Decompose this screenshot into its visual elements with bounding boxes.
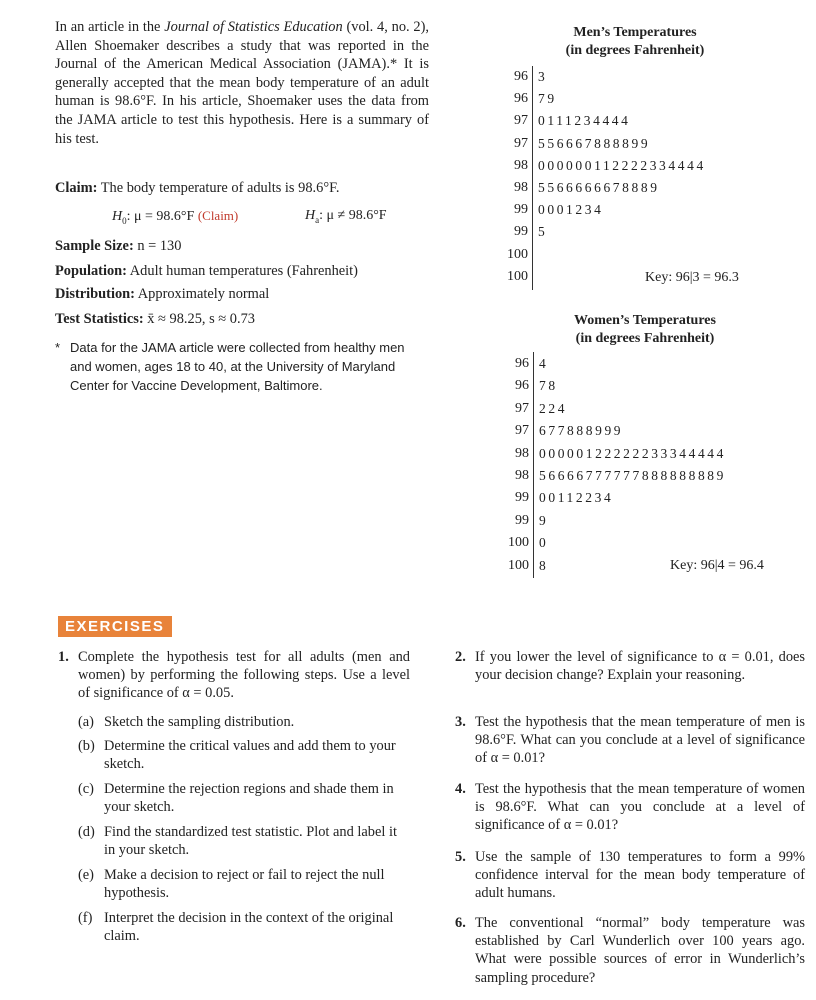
women-title-line2: (in degrees Fahrenheit)	[575, 331, 715, 346]
exercise-1e-text: Make a decision to reject or fail to reject the null hypothesis.	[104, 867, 385, 902]
exercise-1b-label: (b)	[78, 738, 95, 754]
exercise-1c	[78, 780, 410, 816]
exercise-1d	[78, 823, 410, 859]
women-plot-stem: 100	[508, 535, 529, 551]
men-plot-stem: 99	[514, 202, 528, 218]
men-plot-leaves: 5	[538, 224, 548, 240]
men-plot-leaves: 3	[538, 69, 548, 84]
men-plot-stem: 98	[514, 180, 528, 195]
test-stats-text: x̄ ≈ 98.25, s ≈ 0.73	[147, 311, 255, 327]
exercise-3-number: 3.	[455, 714, 466, 730]
exercise-1f	[78, 909, 410, 945]
claim-text: The body temperature of adults is 98.6°F.	[100, 180, 340, 196]
women-plot-stem: 98	[515, 468, 529, 483]
exercises-heading: EXERCISES	[58, 616, 172, 637]
women-plot-leaves: 56666777777888888889	[539, 468, 726, 483]
women-key: Key: 96|4 = 96.4	[670, 558, 764, 573]
women-plot-leaves: 9	[539, 512, 549, 528]
men-key: Key: 96|3 = 96.3	[645, 270, 739, 285]
exercise-1c-label: (c)	[78, 781, 94, 797]
exercise-1b	[78, 737, 410, 773]
women-plot-stem: 96	[515, 356, 529, 371]
exercise-1a-label: (a)	[78, 714, 94, 730]
exercise-1a	[78, 713, 408, 731]
women-plot-leaves: 677888999	[539, 423, 624, 439]
women-plot-stem: 97	[515, 400, 529, 416]
exercise-2	[455, 648, 805, 684]
null-hypothesis	[112, 208, 238, 226]
h0-symbol: H	[112, 209, 123, 224]
exercise-1	[58, 648, 410, 703]
exercise-5-text: Use the sample of 130 temperatures to form a 99% confidence interval for the mean body temperature of adult humans.	[475, 849, 805, 902]
sample-size-text: n = 130	[137, 238, 182, 254]
exercise-3	[455, 713, 805, 768]
exercise-1c-text: Determine the rejection regions and shade them in your sketch.	[104, 781, 394, 816]
intro-pre: In an article in the	[55, 19, 165, 35]
women-plot-leaves: 4	[539, 356, 549, 371]
population-text: Adult human temperatures (Fahrenheit)	[129, 263, 358, 279]
exercise-1e-label: (e)	[78, 867, 94, 883]
claim-label: Claim:	[55, 180, 98, 196]
exercise-3-text: Test the hypothesis that the mean temperature of men is 98.6°F. What can you conclude at a level of significance of α = 0.01?	[475, 714, 805, 767]
test-stats-line	[55, 311, 255, 328]
men-plot-stem: 97	[514, 135, 528, 151]
men-plot-stem: 96	[514, 69, 528, 84]
women-plot-leaves: 224	[539, 400, 568, 416]
sample-size-line	[55, 238, 181, 255]
h0-subscript: 0	[122, 215, 127, 226]
men-plot-leaves: 79	[538, 91, 557, 107]
women-plot-leaves: 8	[539, 557, 549, 573]
men-plot-title	[530, 24, 740, 60]
women-plot-stem: 99	[515, 490, 529, 506]
exercise-6-text: The conventional “normal” body temperature was established by Carl Wunderlich over 100 years ago. What were possible sources of error in Wunderlich’s sampling procedure?	[475, 915, 805, 986]
men-plot-leaves: 5566666678889	[538, 180, 660, 195]
women-plot-stem: 97	[515, 423, 529, 439]
men-title-line1: Men’s Temperatures	[573, 25, 697, 40]
distribution-line	[55, 286, 269, 303]
women-plot-stem: 96	[515, 378, 529, 394]
men-plot-stem: 97	[514, 113, 528, 129]
exercise-1f-label: (f)	[78, 910, 93, 926]
men-plot-stem: 98	[514, 157, 528, 173]
men-plot-leaves: 556667888899	[538, 135, 651, 151]
distribution-text: Approximately normal	[137, 286, 270, 302]
men-plot-leaves: 0111234444	[538, 113, 631, 129]
women-title-line1: Women’s Temperatures	[574, 313, 716, 328]
women-plot-stem: 98	[515, 445, 529, 461]
claim-line	[55, 180, 340, 197]
intro-post: (vol. 4, no. 2), Allen Shoemaker describes a study that was reported in the Journal of the American Medical Association (JAMA).* It is generally accepted that the mean body temperature of an adult human is 98.6°F. In his article, Shoemaker uses the data from the JAMA article to test this hypothesis. Here is a summary of his test.	[55, 19, 430, 147]
exercise-6-number: 6.	[455, 915, 466, 931]
men-plot-leaves: 000000112222334444	[538, 157, 706, 173]
exercise-2-text: If you lower the level of significance to α = 0.01, does your decision change? Explain your reasoning.	[475, 649, 805, 684]
women-plot-stem: 99	[515, 512, 529, 528]
exercise-4-number: 4.	[455, 781, 466, 797]
intro-paragraph	[55, 18, 429, 148]
women-plot-divider-line	[533, 352, 534, 578]
claim-tag: (Claim)	[197, 208, 239, 223]
exercise-4-text: Test the hypothesis that the mean temperature of women is 98.6°F. What can you conclude at a level of significance of α = 0.01?	[475, 781, 805, 834]
test-stats-label: Test Statistics:	[55, 311, 144, 327]
exercise-1f-text: Interpret the decision in the context of the original claim.	[104, 910, 394, 945]
women-plot-stem: 100	[508, 557, 529, 573]
distribution-label: Distribution:	[55, 286, 135, 302]
exercise-1d-text: Find the standardized test statistic. Plot and label it in your sketch.	[104, 824, 397, 859]
exercise-1e	[78, 866, 410, 902]
footnote-text: Data for the JAMA article were collected from healthy men and women, ages 18 to 40, at the University of Maryland Center for Vaccine Development, Baltimore.	[70, 340, 405, 393]
footnote	[55, 338, 415, 395]
exercise-2-number: 2.	[455, 649, 466, 665]
men-plot-stem: 96	[514, 91, 528, 107]
exercise-4	[455, 780, 805, 835]
men-plot-leaves: 0001234	[538, 202, 604, 218]
women-plot-leaves: 00112234	[539, 490, 614, 506]
men-title-line2: (in degrees Fahrenheit)	[565, 43, 705, 58]
exercise-1d-label: (d)	[78, 824, 95, 840]
exercise-5-number: 5.	[455, 849, 466, 865]
footnote-star: *	[55, 340, 61, 355]
exercise-1-text: Complete the hypothesis test for all adults (men and women) by performing the following steps. Use a level of significance of α = 0.05.	[78, 649, 410, 702]
women-plot-leaves: 78	[539, 378, 558, 394]
women-plot-title	[540, 312, 750, 348]
ha-text: : μ ≠ 98.6°F	[319, 208, 387, 223]
journal-name: Journal of Statistics Education	[164, 19, 343, 35]
women-plot-leaves: 00000122222233344444	[539, 445, 726, 461]
women-plot-leaves: 0	[539, 535, 549, 551]
population-line	[55, 263, 358, 280]
exercise-5	[455, 848, 805, 903]
exercise-6	[455, 914, 805, 987]
exercise-1-number: 1.	[58, 649, 69, 665]
exercise-1a-text: Sketch the sampling distribution.	[104, 714, 295, 730]
ha-subscript: a	[315, 214, 320, 225]
men-plot-stem: 99	[514, 224, 528, 240]
sample-size-label: Sample Size:	[55, 238, 134, 254]
alternative-hypothesis	[305, 208, 387, 225]
men-plot-divider-line	[532, 66, 533, 290]
ha-symbol: H	[305, 208, 316, 223]
men-plot-stem: 100	[507, 268, 528, 284]
h0-text: : μ = 98.6°F	[126, 209, 195, 224]
population-label: Population:	[55, 263, 127, 279]
men-plot-stem: 100	[507, 246, 528, 262]
exercise-1b-text: Determine the critical values and add them to your sketch.	[104, 738, 396, 773]
